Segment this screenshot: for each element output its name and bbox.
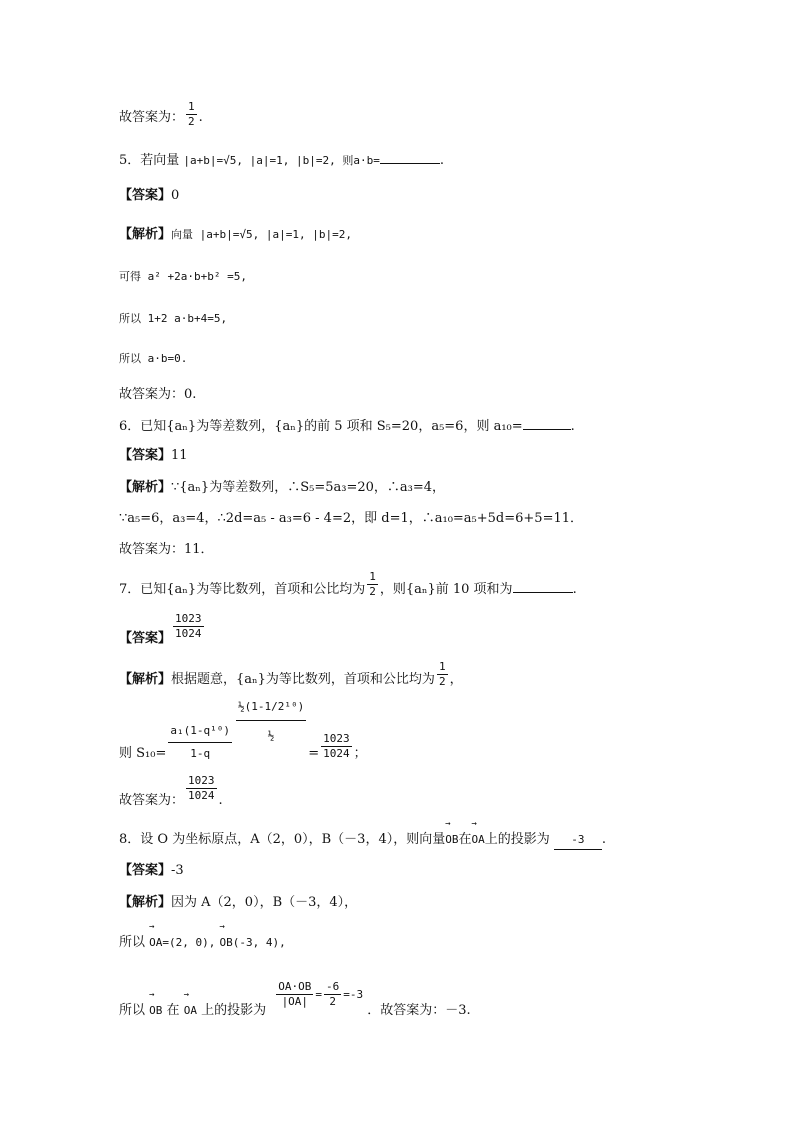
answer-tag: 【答案】: [119, 863, 172, 878]
fraction-num: a₁(1-q¹⁰): [168, 724, 232, 743]
vector-oa: → OA: [472, 831, 485, 849]
solution-text: 所以 1+2 a·b+4=5,: [119, 312, 228, 325]
vector-oa: → OA: [149, 934, 162, 952]
answer-line-prev: [119, 100, 203, 129]
solution-text: 所以: [119, 935, 146, 950]
solution-5-line-2: [119, 268, 247, 286]
fraction-num: 1: [438, 660, 446, 673]
solution-6-line-2: [119, 510, 583, 528]
answer-blank: [523, 416, 571, 430]
fraction-den: 1-q: [190, 747, 211, 760]
solution-text: 故答案为：11．: [119, 542, 214, 557]
fraction-den: 1024: [175, 627, 202, 640]
solution-text: 则 S₁₀=: [119, 746, 167, 761]
fraction: [173, 612, 204, 641]
answer-tag: 【答案】: [119, 631, 172, 646]
solution-text: 所以: [119, 1003, 146, 1018]
solution-text-end: .: [218, 793, 223, 808]
fraction-num: 1: [188, 100, 195, 113]
fraction: [367, 570, 378, 599]
solution-text: 故答案为：: [119, 793, 185, 808]
solution-text-end: ，: [449, 672, 463, 687]
answer-prefix: 故答案为：: [119, 110, 185, 125]
fraction-num: 1023: [188, 774, 215, 787]
answer-tag: 【答案】: [119, 448, 172, 463]
solution-5-line-5: [119, 386, 196, 404]
fraction: [321, 732, 352, 761]
fraction: [324, 980, 341, 1009]
solution-tag: 【解析】: [119, 227, 172, 242]
semicolon: ；: [353, 746, 367, 761]
solution-text: =(2, 0),: [162, 936, 216, 949]
answer-6: [119, 447, 188, 465]
fraction-num: 1023: [175, 612, 202, 625]
solution-5-line-4: [119, 350, 187, 368]
equals-result: =-3: [343, 988, 364, 1001]
solution-8-line-2: [119, 934, 286, 952]
fraction-num: OA·OB: [278, 980, 312, 993]
fraction-den: 1024: [188, 789, 215, 802]
solution-text: 故答案为：0.: [119, 387, 197, 402]
fraction-num: 1023: [323, 732, 350, 745]
solution-tag: 【解析】: [119, 672, 172, 687]
solution-text: 根据题意，{aₙ}为等比数列，首项和公比均为: [171, 672, 435, 687]
solution-text: 可得 a² +2a·b+b² =5,: [119, 270, 247, 283]
q6-end: .: [570, 419, 575, 434]
q8-text: 8．设 O 为坐标原点，A（2，0），B（－3，4），则向量: [119, 832, 446, 847]
fraction: [276, 980, 313, 1009]
answer-blank: [380, 150, 440, 164]
q8-end: .: [601, 832, 607, 847]
fraction-num: ½(1-1/2¹⁰): [236, 700, 306, 721]
solution-text: 上的投影为: [201, 1003, 267, 1018]
fraction-den: 2: [438, 675, 446, 688]
q5-expression: |a+b|=√5, |a|=1, |b|=2, 则a·b=: [183, 154, 380, 167]
solution-7-line-3: [119, 774, 223, 808]
q5-end: .: [439, 153, 444, 168]
fraction: [168, 724, 232, 761]
vector-oa: → OA: [184, 1002, 197, 1020]
solution-6-line-1: [119, 479, 445, 497]
fraction-den: 1024: [323, 747, 350, 760]
vector-ob: → OB: [220, 934, 233, 952]
fraction-num: -6: [326, 980, 340, 993]
answer-value: -3: [171, 863, 184, 878]
answer-tag: 【答案】: [119, 188, 172, 203]
question-6: [119, 416, 575, 436]
answer-blank-filled: -3: [554, 831, 602, 850]
q7-end: .: [572, 582, 577, 597]
q8-text-2: 在: [458, 832, 472, 847]
fraction: [236, 700, 306, 743]
answer-8: [119, 862, 184, 880]
q5-prefix: 5．若向量: [119, 153, 184, 168]
fraction: [186, 100, 197, 129]
answer-suffix: .: [198, 110, 203, 125]
solution-5-line-3: [119, 310, 227, 328]
equals: =: [308, 746, 320, 761]
solution-text: ∵{aₙ}为等差数列，∴S₅=5a₃=20，∴a₃=4，: [171, 480, 446, 495]
q6-text: 6．已知{aₙ}为等差数列，{aₙ}的前 5 项和 S₅=20，a₅=6，则 a₁₀=: [119, 419, 523, 434]
solution-text: (-3, 4),: [232, 936, 286, 949]
solution-text-end: ．故答案为：－3.: [367, 1003, 471, 1018]
solution-text: ∵a₅=6，a₃=4，∴2d=a₅ - a₃=6 - 4=2，即 d=1，∴a₁₀=a₅+5d=6+5=11．: [119, 511, 584, 526]
solution-8-line-3: [119, 980, 471, 1018]
solution-7-line-1: [119, 660, 463, 689]
answer-blank: [513, 579, 573, 593]
question-7: [119, 570, 577, 599]
answer-5: [119, 187, 179, 205]
vector-ob: → OB: [149, 1002, 162, 1020]
solution-text: 在: [166, 1003, 180, 1018]
equals: =: [315, 988, 322, 1001]
solution-text: 向量 |a+b|=√5, |a|=1, |b|=2,: [171, 228, 352, 241]
solution-8-line-1: [119, 894, 357, 912]
solution-6-line-3: [119, 541, 214, 559]
q7-text-2: ，则{aₙ}前 10 项和为: [379, 582, 513, 597]
q7-text: 7．已知{aₙ}为等比数列，首项和公比均为: [119, 582, 366, 597]
solution-tag: 【解析】: [119, 895, 172, 910]
solution-5-line-1: [119, 226, 352, 244]
question-8: [119, 831, 606, 850]
answer-7: [119, 612, 206, 646]
solution-7-line-2: [119, 700, 367, 761]
fraction-den: 2: [329, 995, 336, 1008]
fraction-den: 2: [369, 585, 376, 598]
fraction-num: 1: [369, 570, 376, 583]
q8-text-3: 上的投影为: [484, 832, 550, 847]
fraction-den: |OA|: [281, 995, 309, 1008]
vector-ob: → OB: [445, 831, 458, 849]
question-5: [119, 150, 444, 170]
answer-value: 11: [171, 448, 188, 463]
fraction-den: 2: [188, 115, 195, 128]
solution-text: 所以 a·b=0.: [119, 352, 188, 365]
fraction: [437, 660, 448, 689]
fraction-den: ½: [267, 729, 275, 742]
answer-value: 0: [171, 188, 180, 203]
solution-tag: 【解析】: [119, 480, 172, 495]
solution-text: 因为 A（2，0），B（－3，4），: [171, 895, 358, 910]
fraction: [186, 774, 217, 803]
